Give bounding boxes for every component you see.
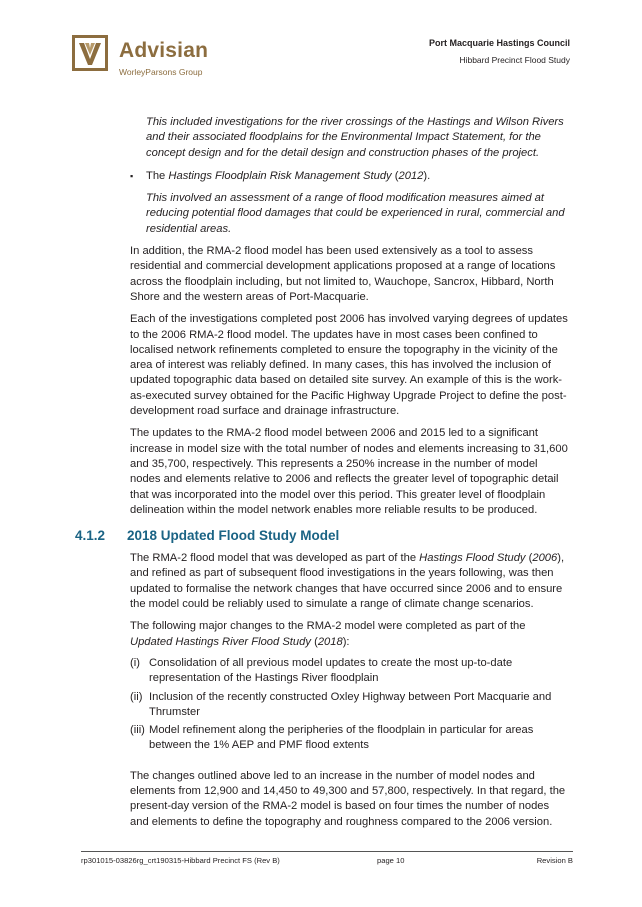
- list-item-text: Consolidation of all previous model updates to create the most up-to-date representation of the Hastings River floodplain: [149, 656, 513, 685]
- section-number: 4.1.2: [75, 528, 106, 544]
- paragraph-major-changes: The following major changes to the RMA-2 model were completed as part of the Updated Hastings River Flood Study (2018):: [130, 620, 526, 648]
- paragraph-node-increase: The changes outlined above led to an increase in the number of model nodes and elements from 12,900 and 14,450 to 49,300 and 57,800, respectively. In that regard, the present-day version of the RMA-2 model is based on four times the number of nodes and elements to define the topography and roughness compared to the 2006 version.: [130, 769, 566, 828]
- page-header: [429, 38, 570, 65]
- bullet-square-icon: ▪: [130, 170, 134, 181]
- bullet-item-floodplain-study: [130, 169, 570, 184]
- paragraph-development-applications: In addition, the RMA-2 flood model has been used extensively as a tool to assess residential and commercial development applications proposed at a range of locations across the floodplain including, but not limited to, Wauchope, Sancrox, Hibbard, North Shore and the western areas of Port-Macquarie.: [130, 245, 556, 303]
- logo-subtitle: WorleyParsons Group: [119, 67, 203, 77]
- study-year: 2012: [398, 169, 424, 182]
- list-item: [130, 656, 570, 687]
- footer-document-reference: rp301015-03826rg_crt190315-Hibbard Precinct FS (Rev B): [81, 856, 280, 865]
- header-client: Port Macquarie Hastings Council: [428, 38, 570, 48]
- page-footer: [81, 851, 573, 870]
- study-title: Hastings Floodplain Risk Management Study: [168, 169, 392, 182]
- paragraph-model-updates: Each of the investigations completed post 2006 has involved varying degrees of updates to the 2006 RMA-2 flood model. The updates have in most cases been confined to localised network refinements completed to ensure the topography in the vicinity of the area of interest was reliably defined. In many cases, this has involved the inclusion of updated topographic data based on detailed site survey. An example of this is the work-as-executed survey obtained for the Pacific Highway Upgrade Project to define the post-development road surface and drainage infrastructure.: [130, 313, 568, 418]
- section-title: 2018 Updated Flood Study Model: [127, 528, 340, 544]
- footer-revision: Revision B: [536, 856, 573, 865]
- logo-wordmark: Advisian: [119, 39, 209, 62]
- list-item-label: (iii): [130, 724, 145, 737]
- document-body: [75, 115, 570, 830]
- italic-note-river-crossings: This included investigations for the river crossings of the Hastings and Wilson Rivers and their associated floodplains for the Environmental Impact Statement, for the concept design and for the detail design and construction phases of the project.: [146, 116, 564, 159]
- company-logo: [72, 35, 212, 81]
- list-item-text: Inclusion of the recently constructed Oxley Highway between Port Macquarie and Thrumster: [149, 690, 552, 718]
- list-item: [130, 690, 570, 721]
- section-heading-4-1-2: [75, 528, 570, 543]
- paragraph-2018-model-intro: The RMA-2 flood model that was developed as part of the Hastings Flood Study (2006), and refined as part of subsequent flood investigations in the years following, was then updated to formalise the network changes that have occurred since 2006 and to ensure the model could be reliably used to simulate a range of climate change scenarios.: [130, 552, 565, 611]
- header-project: Hibbard Precinct Flood Study: [459, 55, 570, 65]
- list-item: [130, 723, 570, 754]
- list-item-label: (i): [130, 656, 140, 669]
- advisian-logo-mark-icon: [72, 35, 108, 71]
- list-item-label: (ii): [130, 690, 143, 703]
- italic-note-flood-modification: This involved an assessment of a range of flood modification measures aimed at reducing potential flood damages that could be experienced in rural, commercial and residential areas.: [146, 192, 565, 235]
- paragraph-model-size: The updates to the RMA-2 flood model between 2006 and 2015 led to a significant increase in model size with the total number of nodes and elements increasing to 31,600 and 35,700, respectively. This represents a 250% increase in the number of model nodes and elements relative to 2006 and reflects the greater level of topographic detail that was incorporated into the model over this period. This greater level of floodplain delineation within the model network enables more reliable results to be produced.: [130, 427, 568, 516]
- list-item-text: Model refinement along the peripheries of the floodplain in particular for areas between the 1% AEP and PMF flood extents: [149, 724, 534, 752]
- footer-page-number: page 10: [377, 856, 405, 865]
- changes-list: [130, 656, 570, 754]
- bullet-text: The Hastings Floodplain Risk Management Study (2012).: [146, 169, 431, 182]
